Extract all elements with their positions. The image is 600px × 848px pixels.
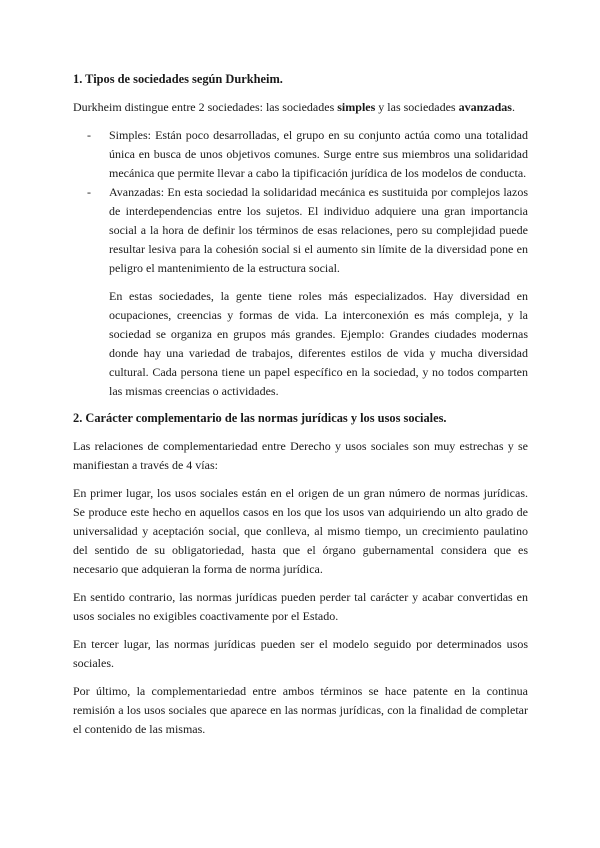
intro-text: y las sociedades: [375, 100, 459, 114]
intro-text: .: [511, 100, 515, 114]
bullet-dash: -: [87, 128, 91, 142]
section2-heading: 2. Carácter complementario de las normas jurídicas y los usos sociales.: [73, 411, 447, 425]
intro-text: Durkheim distingue entre 2 sociedades: las sociedades: [73, 100, 338, 114]
avanzadas-sub-paragraph: En estas sociedades, la gente tiene roles más especializados. Hay diversidad en ocupaciones, creencias y formas de vida. La interconexión es más compleja, y la sociedad se organiza en grupos más grandes. Ejemplo: Grandes ciudades modernas donde hay una variedad de trabajos, diferentes estilos de vida y mucha diversidad cultural. Cada persona tiene un papel específico en la sociedad, y no todos comparten las mismas creencias o actividades.: [109, 289, 528, 398]
section2-paragraph: En tercer lugar, las normas jurídicas pueden ser el modelo seguido por determinados usos sociales.: [73, 637, 528, 670]
list-item-text: Avanzadas: En esta sociedad la solidaridad mecánica es sustituida por complejos lazos de interdependencias entre los sujetos. El individuo adquiere una gran importancia social a la hora de definir los términos de esas relaciones, pero su complejidad puede resultar lesiva para la cohesión social si el aumento sin límite de la diversidad pone en peligro el mantenimiento de la estructura social.: [109, 185, 528, 275]
section2-paragraph: En sentido contrario, las normas jurídicas pueden perder tal carácter y acabar convertidas en usos sociales no exigibles coactivamente por el Estado.: [73, 590, 528, 623]
section2-paragraph: Las relaciones de complementariedad entre Derecho y usos sociales son muy estrechas y se manifiestan a través de 4 vías:: [73, 439, 528, 472]
list-item-avanzadas: [73, 183, 528, 278]
intro-bold-simples: simples: [337, 100, 376, 114]
list-item-simples: [73, 126, 528, 183]
list-item-text: Simples: Están poco desarrolladas, el grupo en su conjunto actúa como una totalidad única en busca de unos objetivos comunes. Surge entre sus miembros una solidaridad mecánica que permite llevar a cabo la tipificación jurídica de los modelos de conducta.: [109, 128, 528, 180]
section1-intro: [73, 98, 528, 117]
section1-heading: 1. Tipos de sociedades según Durkheim.: [73, 72, 283, 86]
intro-bold-avanzadas: avanzadas: [458, 100, 512, 114]
bullet-dash: -: [87, 185, 91, 199]
society-types-list: [73, 126, 528, 278]
section2-paragraph: En primer lugar, los usos sociales están en el origen de un gran número de normas jurídicas. Se produce este hecho en aquellos casos en los que los usos van adquiriendo un alto grado de universalidad y aceptación social, que conlleva, al mismo tiempo, un crecimiento paulatino del sentido de su obligatoriedad, hasta que el órgano gubernamental considera que es necesario que adquieran la forma de norma jurídica.: [73, 486, 528, 576]
section2-paragraph: Por último, la complementariedad entre ambos términos se hace patente en la continua remisión a los usos sociales que aparece en las normas jurídicas, con la finalidad de completar el contenido de las mismas.: [73, 684, 528, 736]
